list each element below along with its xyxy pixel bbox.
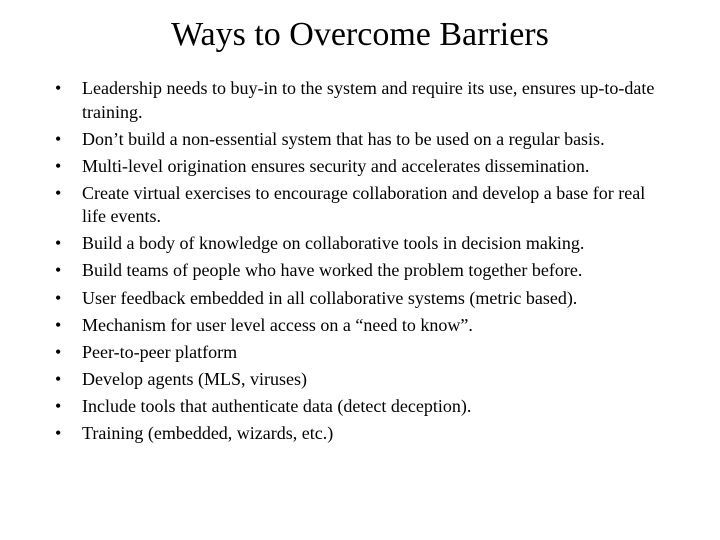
bullet-text: Build a body of knowledge on collaborative tools in decision making. bbox=[82, 233, 585, 254]
bullet-item bbox=[55, 232, 665, 256]
bullet-item bbox=[55, 341, 665, 365]
bullet-list bbox=[55, 77, 665, 449]
bullet-text: User feedback embedded in all collaborative systems (metric based). bbox=[82, 287, 578, 308]
bullet-text: Training (embedded, wizards, etc.) bbox=[82, 423, 334, 444]
bullet-item bbox=[55, 259, 665, 283]
bullet-text: Build teams of people who have worked the problem together before. bbox=[82, 260, 583, 281]
bullet-item bbox=[55, 155, 665, 179]
bullet-dot-icon: • bbox=[55, 260, 62, 281]
bullet-item bbox=[55, 314, 665, 338]
bullet-text: Leadership needs to buy-in to the system and require its use, ensures up-to-date training. bbox=[82, 78, 655, 122]
bullet-text: Peer-to-peer platform bbox=[82, 341, 238, 362]
bullet-dot-icon: • bbox=[55, 78, 62, 98]
bullet-item bbox=[55, 182, 665, 229]
bullet-text: Include tools that authenticate data (detect deception). bbox=[82, 395, 472, 416]
bullet-text: Create virtual exercises to encourage collaboration and develop a base for real life events. bbox=[82, 182, 646, 227]
bullet-dot-icon: • bbox=[55, 395, 62, 416]
bullet-item bbox=[55, 287, 665, 311]
bullet-dot-icon: • bbox=[55, 128, 62, 149]
bullet-dot-icon: • bbox=[55, 314, 62, 335]
bullet-text: Develop agents (MLS, viruses) bbox=[82, 368, 307, 389]
bullet-item bbox=[55, 128, 665, 152]
bullet-dot-icon: • bbox=[55, 233, 62, 254]
bullet-dot-icon: • bbox=[55, 155, 62, 176]
slide-title: Ways to Overcome Barriers bbox=[171, 16, 549, 53]
bullet-text: Don’t build a non-essential system that has to be used on a regular basis. bbox=[82, 128, 605, 149]
bullet-text: Mechanism for user level access on a “need to know”. bbox=[82, 314, 473, 335]
bullet-item bbox=[55, 395, 665, 419]
bullet-dot-icon: • bbox=[55, 287, 62, 308]
bullet-dot-icon: • bbox=[55, 182, 62, 203]
bullet-text: Multi-level origination ensures security and accelerates dissemination. bbox=[82, 155, 590, 176]
bullet-item bbox=[55, 77, 665, 124]
bullet-item bbox=[55, 368, 665, 392]
bullet-dot-icon: • bbox=[55, 368, 62, 389]
bullet-dot-icon: • bbox=[55, 423, 62, 444]
bullet-item bbox=[55, 422, 665, 446]
bullet-dot-icon: • bbox=[55, 341, 62, 362]
